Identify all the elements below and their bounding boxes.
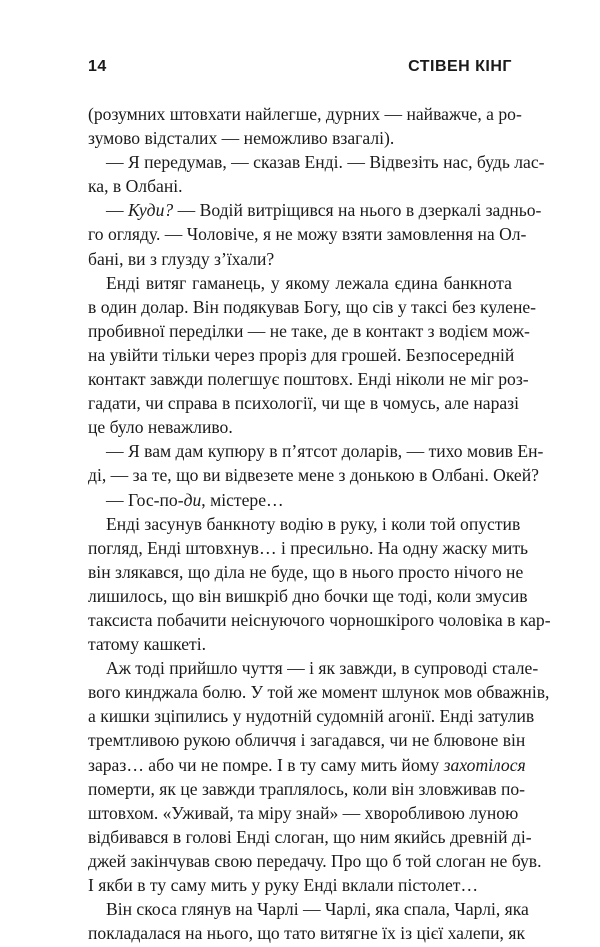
text-line: штовхом. «Уживай, та міру знай» — хворобливою луною bbox=[88, 802, 519, 823]
text-line bbox=[88, 488, 512, 512]
text-line bbox=[88, 753, 526, 777]
italic-text-run: захотілося bbox=[443, 754, 526, 775]
text-line: Енді засунув банкноту водію в руку, і коли той опустив bbox=[106, 513, 521, 534]
running-head bbox=[88, 58, 512, 80]
text-line: — Я передумав, — сказав Енді. — Відвезіть нас, будь лас- bbox=[106, 152, 545, 173]
text-run: — Водій витріщився на нього в дзеркалі задньо- bbox=[173, 200, 542, 221]
text-line: а кишки зціпились у нудотній судомній агонії. Енді затулив bbox=[88, 706, 535, 727]
text-line: померти, як це завжди траплялось, коли він зловживав по- bbox=[88, 778, 526, 799]
text-line: вого кинджала болю. У той же момент шлунок мов обважнів, bbox=[88, 682, 550, 703]
text-line: — Я вам дам купюру в п’ятсот доларів, — тихо мовив Ен- bbox=[106, 441, 544, 462]
text-line: він злякався, що діла не буде, що в нього просто нічого не bbox=[88, 561, 524, 582]
text-line: на увійти тільки через проріз для грошей. Безпосередній bbox=[88, 344, 515, 365]
text-run: — Гос-по- bbox=[106, 489, 184, 510]
text-line: Він скоса глянув на Чарлі — Чарлі, яка спала, Чарлі, яка bbox=[106, 899, 529, 920]
text-line: гадати, чи справа в психології, чи ще в чомусь, але наразі bbox=[88, 393, 520, 414]
text-line: відбивався в голові Енді слоган, що ним якийсь древній ді- bbox=[88, 826, 532, 847]
italic-text-run: ди bbox=[183, 489, 202, 510]
text-run: зараз… або чи не помре. І в ту саму мить йому bbox=[88, 754, 444, 775]
text-line: джей закінчував свою передачу. Про що б той слоган не був. bbox=[88, 850, 542, 871]
text-line: ка, в Олбані. bbox=[88, 176, 183, 197]
text-run: — bbox=[106, 200, 128, 221]
text-line: го огляду. — Чоловіче, я не можу взяти замовлення на Ол- bbox=[88, 224, 527, 245]
text-line: бані, ви з глузду з’їхали? bbox=[88, 248, 275, 269]
text-line: в один долар. Він подякував Богу, що сів у таксі без кулене- bbox=[88, 296, 537, 317]
text-line: таксиста побачити неіснуючого чорношкірого чоловіка в кар- bbox=[88, 609, 551, 630]
text-line: тремтливою рукою обличчя і загадався, чи не блювоне він bbox=[88, 730, 526, 751]
text-line: лишилось, що він вишкріб дно бочки ще тоді, коли змусив bbox=[88, 585, 528, 606]
italic-text-run: Куди? bbox=[128, 200, 174, 221]
body-text bbox=[88, 102, 551, 945]
text-line: контакт завжди полегшує поштовх. Енді ніколи не міг роз- bbox=[88, 369, 529, 390]
text-line bbox=[88, 198, 542, 222]
text-line: зумово відсталих — неможливо взагалі). bbox=[88, 128, 395, 149]
text-line: татому кашкеті. bbox=[88, 634, 207, 655]
text-line: це було неважливо. bbox=[88, 417, 233, 438]
text-line: погляд, Енді штовхнув… і пресильно. На одну жаску мить bbox=[88, 537, 529, 558]
text-line: Аж тоді прийшло чуття — і як завжди, в супроводі стале- bbox=[106, 658, 539, 679]
text-line: (розумних штовхати найлегше, дурних — найважче, а ро- bbox=[88, 104, 522, 124]
text-line: ді, — за те, що ви відвезете мене з донькою в Олбані. Окей? bbox=[88, 465, 539, 486]
text-line: пробивної переділки — не таке, де в контакт з водієм мож- bbox=[88, 320, 530, 341]
text-line: покладалася на нього, що тато витягне їх із цієї халепи, як bbox=[88, 923, 525, 944]
text-line: І якби в ту саму мить у руку Енді вклали пістолет… bbox=[88, 875, 479, 895]
text-line: Енді витяг гаманець, у якому лежала єдина банкнота bbox=[106, 272, 512, 293]
book-author: СТІВЕН КІНГ bbox=[408, 58, 512, 75]
text-run: , містере… bbox=[201, 489, 284, 510]
page-number: 14 bbox=[88, 58, 107, 75]
